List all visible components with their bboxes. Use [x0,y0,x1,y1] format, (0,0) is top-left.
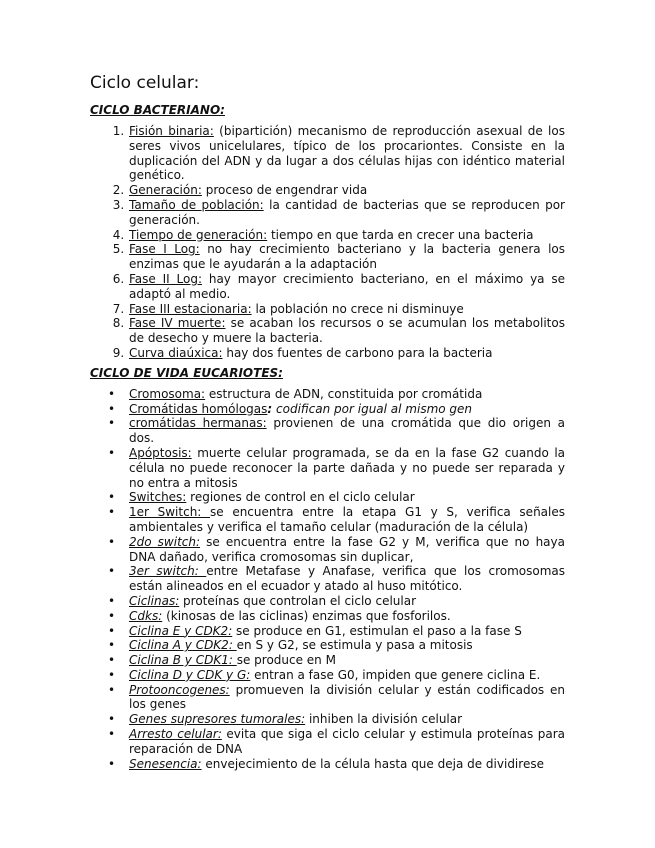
term: Protooncogenes: [129,682,230,697]
list-item [108,386,565,402]
term: Ciclina B y CDK1: [129,653,237,668]
list-item [128,272,565,302]
list-item [108,727,565,757]
bacteriano-list [90,124,565,361]
definition: envejecimiento de la célula hasta que deja de dividirese [201,756,544,771]
definition: se acaban los recursos o se acumulan los metabolitos de desecho y muere la bacteria. [129,316,565,346]
list-item [128,302,565,317]
definition: proceso de engendrar vida [201,183,368,198]
list-item [108,593,565,609]
definition: la cantidad de bacterias que se reproducen por generación. [129,197,565,227]
definition: no hay crecimiento bacteriano y la bacteria genera los enzimas que le ayudarán a la adaptación [129,242,565,272]
list-item [108,682,565,713]
list-item [108,638,565,653]
definition: regiones de control en el ciclo celular [186,490,415,505]
list-item [108,608,565,624]
definition: proteínas que controlan el ciclo celular [179,593,417,608]
definition: evita que siga el ciclo celular y estimula proteínas para reparación de DNA [129,727,565,756]
definition: hay dos fuentes de carbono para la bacteria [222,345,493,360]
list-item [108,445,565,490]
term: Cromátidas homólogas [129,401,268,416]
definition: tiempo en que tarda en crecer una bacteria [267,227,534,242]
term: Ciclina D y CDK y G: [129,667,251,682]
bullet-icon: • [108,638,116,653]
definition: (bipartición) mecanismo de reproducción asexual de los seres vivos unicelulares, típico de los procariontes. Consiste en la duplicación del ADN y da lugar a dos células hijas con idéntico material genético. [129,124,565,183]
definition: en S y G2, se estimula y pasa a mitosis [236,638,473,653]
bullet-icon: • [108,756,116,771]
bullet-icon: • [108,416,116,431]
term: Switches: [129,490,187,505]
term: Apóptosis: [129,445,192,460]
term: Arresto celular: [129,727,222,742]
section-heading-eucariotes: CICLO DE VIDA EUCARIOTES: [90,365,283,380]
section-heading-bacteriano: CICLO BACTERIANO: [90,103,225,117]
bullet-icon: • [108,564,116,579]
bullet-icon: • [108,401,116,416]
bullet-icon: • [108,682,116,697]
list-item [108,490,565,505]
list-item [108,712,565,727]
term: Cromosoma: [129,386,206,401]
term: Ciclinas: [129,593,180,608]
term: 2do switch: [129,534,201,549]
list-item [108,505,565,535]
list-item [108,534,565,565]
term: Fisión binaria: [129,124,214,138]
list-item [108,416,566,446]
list-item [128,124,565,183]
bullet-icon: • [108,608,116,623]
bullet-icon: • [108,386,116,401]
bullet-icon: • [108,534,116,549]
definition: estructura de ADN, constituida por cromátida [205,386,483,401]
definition: provienen de una cromátida que dio origen a dos. [129,416,566,446]
definition: se produce en G1, estimulan el paso a la fase S [232,623,522,638]
bullet-icon: • [108,490,116,505]
term: Tiempo de generación: [129,227,268,242]
bullet-icon: • [108,593,116,608]
list-item [128,346,565,361]
document-title: Ciclo celular: [90,73,200,93]
definition: muerte celular programada, se da en la fase G2 cuando la célula no puede reconocer la parte dañada y no puede ser reparada y no entra a mitosis [129,445,565,490]
list-item [128,242,565,272]
term: Generación: [129,183,202,198]
list-item [108,653,565,668]
term: Ciclina A y CDK2: [129,638,237,653]
list-item [108,401,565,417]
term: 1er Switch: [129,505,211,520]
definition: codifican por igual al mismo gen [272,401,473,416]
list-item [108,756,565,772]
bullet-icon: • [108,445,116,460]
bullet-icon: • [108,505,116,520]
list-item [108,623,565,639]
term: Fase I Log: [129,242,200,257]
definition: promueven la división celular y están codificados en los genes [129,682,565,712]
bullet-icon: • [108,727,116,742]
definition: entre Metafase y Anafase, verifica que los cromosomas están alineados en el ecuador y atado al huso mitótico. [129,564,565,594]
term: Tamaño de población: [129,197,264,212]
term-colon: : [267,401,273,416]
term: Fase IV muerte: [129,316,226,331]
term: Cdks: [129,608,163,623]
term: Fase III estacionaria: [129,301,252,316]
term: Genes supresores tumorales: [129,712,306,727]
definition: se produce en M [236,653,336,668]
term: Senesencia: [129,756,202,771]
term: Ciclina E y CDK2: [129,623,233,638]
list-item [108,564,565,594]
bullet-icon: • [108,667,116,682]
bullet-icon: • [108,712,116,727]
list-item [108,667,565,683]
list-item [128,228,565,243]
definition: inhiben la división celular [305,712,463,727]
term: cromátidas hermanas: [129,416,267,431]
definition: (kinosas de las ciclinas) enzimas que fosforilos. [162,608,451,623]
term: Fase II Log: [129,271,203,286]
term: Curva diaúxica: [129,345,223,360]
list-item [128,183,565,198]
definition: entran a fase G0, impiden que genere ciclina E. [250,667,541,682]
bullet-icon: • [108,653,116,668]
definition: la población no crece ni disminuye [251,301,464,316]
list-item [128,198,565,228]
list-item [128,316,565,346]
eucariotes-list [90,387,565,772]
definition: hay mayor crecimiento bacteriano, en el máximo ya se adaptó al medio. [129,271,565,301]
term: 3er switch: [129,564,207,579]
bullet-icon: • [108,623,116,638]
definition: se encuentra entre la etapa G1 y S, verifica señales ambientales y verifica el tamaño celular (maduración de la célula) [129,505,565,534]
definition: se encuentra entre la fase G2 y M, verifica que no haya DNA dañado, verifica cromosomas sin duplicar, [129,534,565,564]
